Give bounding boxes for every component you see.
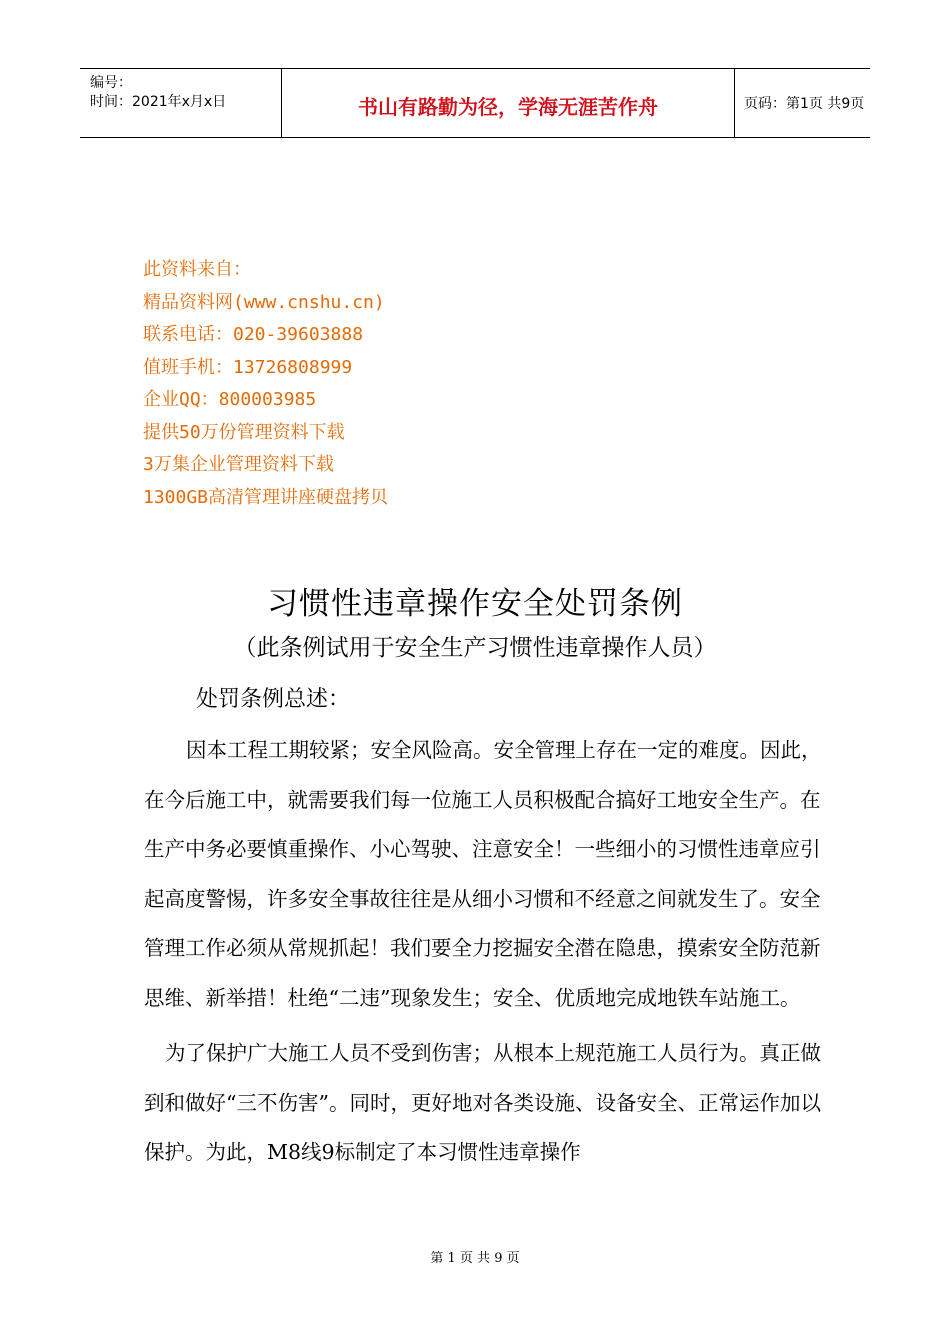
header-motto: 书山有路勤为径，学海无涯苦作舟 (358, 95, 658, 119)
source-line: 联系电话：020-39603888 (143, 324, 364, 345)
page-code: 页码：第1页 共9页 (744, 96, 865, 112)
source-line: 提供50万份管理资料下载 (143, 421, 345, 443)
source-line: 此资料来自： (143, 259, 251, 280)
source-line: 1300GB高清管理讲座硬盘拷贝 (143, 486, 389, 508)
source-line: 3万集企业管理资料下载 (143, 454, 334, 475)
header-left-cell (80, 69, 280, 137)
page-footer: 第 1 页 共 9 页 (430, 1251, 520, 1266)
body-text (144, 726, 824, 1178)
header-page-cell (734, 69, 870, 137)
header-motto-cell (281, 69, 735, 137)
time-label: 时间：2021年x月x日 (90, 94, 227, 110)
header-table (80, 68, 870, 138)
section-heading: 处罚条例总述： (196, 687, 351, 712)
document-title: 习惯性违章操作安全处罚条例 (267, 586, 683, 622)
source-line: 企业QQ：800003985 (143, 389, 317, 410)
source-info-block (143, 254, 388, 514)
paragraph: 因本工程工期较紧；安全风险高。安全管理上存在一定的难度。因此，在今后施工中，就需要我们每一位施工人员积极配合搞好工地安全生产。在生产中务必要慎重操作、小心驾驶、注意安全！一些细小的习惯性违章应引起高度警惕，许多安全事故往往是从细小习惯和不经意之间就发生了。安全管理工作必须从常规抓起！我们要全力挖掘安全潜在隐患，摸索安全防范新思维、新举措！杜绝“二违”现象发生；安全、优质地完成地铁车站施工。 (144, 738, 822, 1010)
source-line: 值班手机：13726808999 (143, 356, 353, 378)
document-subtitle: （此条例试用于安全生产习惯性违章操作人员） (233, 635, 717, 661)
paragraph: 为了保护广大施工人员不受到伤害；从根本上规范施工人员行为。真正做到和做好“三不伤害”。同时，更好地对各类设施、设备安全、正常运作加以保护。为此，M8线9标制定了本习惯性违章操作 (144, 1041, 821, 1164)
number-label: 编号： (90, 75, 132, 91)
source-line: 精品资料网(www.cnshu.cn) (143, 291, 385, 313)
